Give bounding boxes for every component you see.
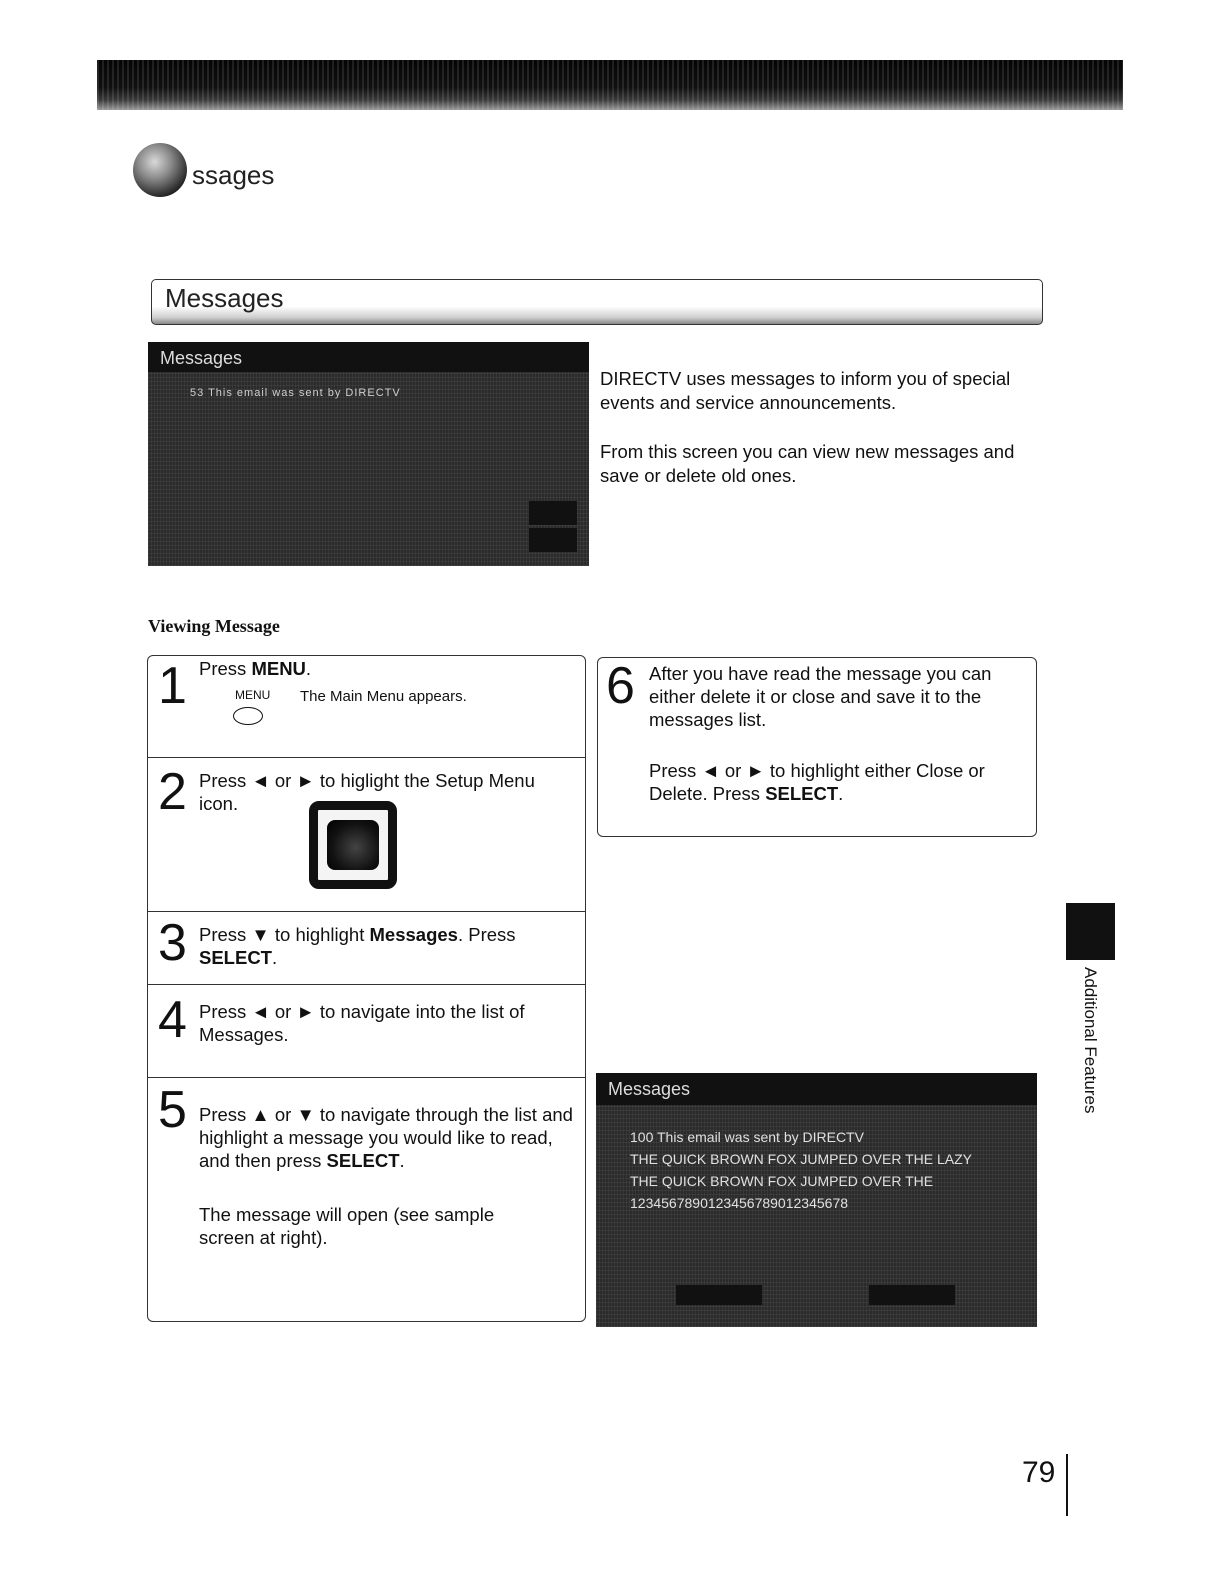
tv-screen-message-button: [676, 1285, 762, 1305]
step-divider: [148, 1077, 585, 1078]
step-number: 5: [158, 1081, 187, 1139]
step-number: 6: [606, 657, 635, 715]
menu-key-icon: [233, 707, 263, 725]
step-2-text: Press ◄ or ► to higlight the Setup Menu icon.: [199, 770, 535, 814]
tv-screen-list-button: [529, 528, 577, 552]
intro-paragraph: From this screen you can view new messages and save or delete old ones.: [600, 441, 1015, 486]
step-number: 1: [158, 657, 187, 715]
step-number: 2: [158, 763, 187, 821]
tv-screen-list-row: 53 This email was sent by DIRECTV: [190, 387, 401, 399]
side-tab-label: Additional Features: [1081, 967, 1100, 1114]
messages-heading-label: Messages: [165, 283, 284, 313]
tv-screen-list-title: Messages: [148, 342, 589, 372]
side-tab-marker: [1066, 903, 1115, 960]
step-5-note: The message will open (see sample screen at right).: [199, 1204, 495, 1248]
step-number: 3: [158, 914, 187, 972]
step-divider: [148, 984, 585, 985]
step-4-text: Press ◄ or ► to navigate into the list of Messages.: [199, 1001, 525, 1045]
step-1-note: The Main Menu appears.: [300, 688, 467, 705]
tv-screen-message-body: [630, 1126, 1010, 1214]
intro-paragraph: DIRECTV uses messages to inform you of special events and service announcements.: [600, 368, 1011, 413]
menu-key-label: MENU: [235, 688, 271, 702]
tv-screen-message-line: 100 This email was sent by DIRECTV: [630, 1129, 864, 1145]
viewing-message-heading: Viewing Message: [148, 616, 280, 636]
header-band: [97, 60, 1123, 110]
step-number: 4: [158, 991, 187, 1049]
step-1-text: Press MENU.: [199, 658, 312, 679]
tv-screen-message-list: [148, 342, 589, 566]
messages-heading-bar: [151, 279, 1043, 325]
tv-screen-message-title: Messages: [596, 1073, 1037, 1105]
tv-screen-message-line: THE QUICK BROWN FOX JUMPED OVER THE: [630, 1173, 934, 1189]
step-6-text: After you have read the message you can either delete it or close and save it to the messages list.: [649, 663, 992, 730]
tv-screen-list-button: [529, 501, 577, 525]
step-divider: [148, 911, 585, 912]
tv-screen-message-button: [869, 1285, 955, 1305]
step-6-instruction: Press ◄ or ► to highlight either Close or Delete. Press SELECT.: [649, 760, 985, 804]
section-icon: [133, 143, 187, 197]
page-number: 79: [1022, 1456, 1056, 1489]
tv-screen-message-line: THE QUICK BROWN FOX JUMPED OVER THE LAZY: [630, 1151, 973, 1167]
step-5-text: Press ▲ or ▼ to navigate through the list and highlight a message you would like to read, and then press SELECT.: [199, 1104, 573, 1171]
setup-menu-icon-graphic: [327, 820, 379, 870]
step-3-text: Press ▼ to highlight Messages. Press SELECT.: [199, 924, 516, 968]
step-divider: [148, 757, 585, 758]
tv-screen-message-line: 1234567890123456789012345678: [630, 1195, 849, 1211]
section-title: ssages: [192, 160, 275, 190]
page-number-rule: [1066, 1454, 1068, 1516]
